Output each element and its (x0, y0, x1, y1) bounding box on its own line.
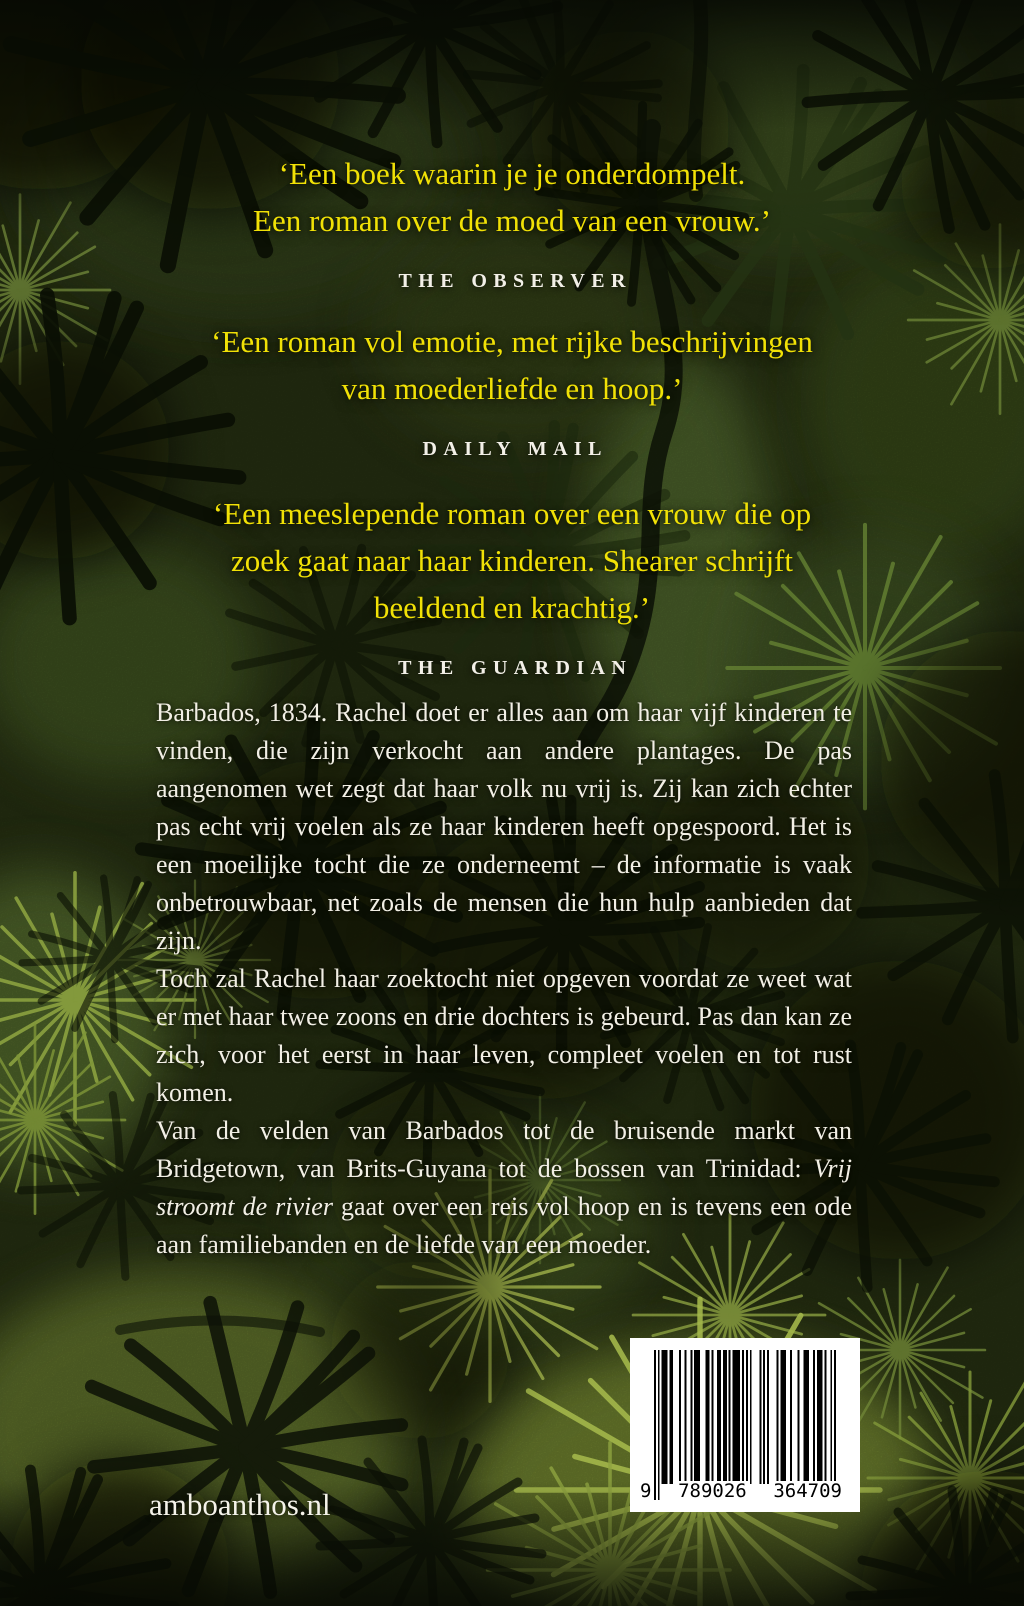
quote-source-daily-mail: DAILY MAIL (422, 438, 608, 460)
quote-line: ‘Een meeslepende roman over een vrouw die op (212, 496, 812, 531)
review-quote-daily-mail (0, 318, 1024, 473)
synopsis (156, 694, 852, 1264)
quote-source-observer: THE OBSERVER (398, 270, 632, 292)
synopsis-paragraph-2: Toch zal Rachel haar zoektocht niet opgeven voordat ze weet wat er met haar twee zoons en drie dochters is gebeurd. Pas dan kan ze zich, voor het eerst in haar leven, compleet voelen en tot rust komen. (156, 964, 852, 1107)
synopsis-text: gaat over een reis vol hoop en is tevens een ode aan familiebanden en de liefde van een moeder. (156, 1192, 852, 1259)
barcode (630, 1338, 860, 1512)
quote-line: Een roman over de moed van een vrouw.’ (253, 203, 771, 238)
quote-line: ‘Een boek waarin je je onderdompelt. (278, 156, 746, 191)
quote-line: beeldend en krachtig.’ (373, 590, 651, 625)
barcode-inner (640, 1350, 842, 1502)
quote-line: van moederliefde en hoop.’ (341, 371, 683, 406)
quote-line: ‘Een roman vol emotie, met rijke beschrijvingen (211, 324, 813, 359)
review-quote-observer (0, 150, 1024, 305)
quote-line: zoek gaat naar haar kinderen. Shearer schrijft (230, 543, 793, 578)
book-title-italic: Vrij stroomt de rivier (156, 1154, 852, 1221)
synopsis-paragraph-1: Barbados, 1834. Rachel doet er alles aan om haar vijf kinderen te vinden, die zijn verkocht aan andere plantages. De pas aangenomen wet zegt dat haar volk nu vrij is. Zij kan zich echter pas echt vrij voelen als ze haar kinderen heeft opgespoord. Het is een moeilijke tocht die ze onderneemt – de informatie is vaak onbetrouwbaar, net zoals de mensen die hun hulp aanbieden dat zijn. (156, 698, 852, 955)
review-quote-guardian (0, 490, 1024, 692)
barcode-bars (654, 1350, 836, 1500)
publisher-url: amboanthos.nl (149, 1487, 331, 1522)
synopsis-paragraph-3 (156, 1112, 852, 1264)
barcode-number: 9 789026 364709 (640, 1480, 842, 1502)
quote-source-guardian: THE GUARDIAN (398, 657, 633, 679)
synopsis-text: Van de velden van Barbados tot de bruisende markt van Bridgetown, van Brits-Guyana tot de bossen van Trinidad: (156, 1116, 852, 1183)
